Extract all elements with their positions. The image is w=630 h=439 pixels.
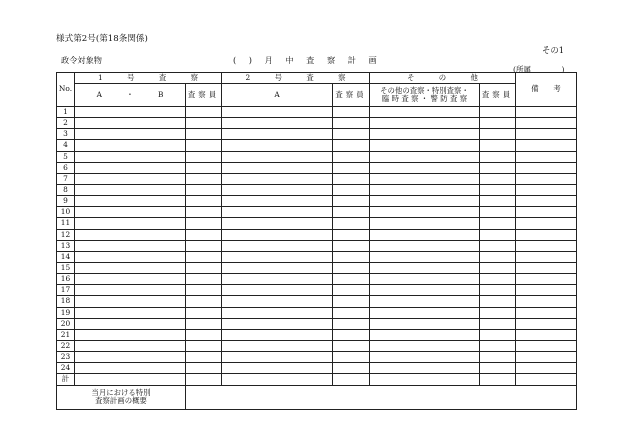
remarks-cell[interactable] [516,274,577,285]
row-number: 17 [57,285,75,296]
g2-inspector-cell[interactable] [333,240,370,251]
table-row [57,374,577,385]
g3-inspector-cell[interactable] [480,196,516,207]
g2-target-cell[interactable] [222,374,333,385]
remarks-cell[interactable] [516,162,577,173]
g3-inspector-cell[interactable] [480,218,516,229]
table-row [57,151,577,162]
row-number: 8 [57,184,75,195]
g3-target-cell[interactable] [370,218,480,229]
g1-inspector-cell[interactable] [186,140,222,151]
table-row [57,285,577,296]
g2-inspector-cell[interactable] [333,118,370,129]
table-row [57,262,577,273]
g1-target-cell[interactable] [75,251,186,262]
g3-target-cell[interactable] [370,307,480,318]
g2-inspector-cell[interactable] [333,207,370,218]
affiliation-field: (所属 ) [513,65,565,74]
g1-target-cell[interactable] [75,162,186,173]
remarks-cell[interactable] [516,340,577,351]
g1-inspector-cell[interactable] [186,218,222,229]
table-row [57,329,577,340]
g2-target-cell[interactable] [222,307,333,318]
g2-target-cell[interactable] [222,274,333,285]
g2-target-cell[interactable] [222,140,333,151]
g2-inspector-cell[interactable] [333,162,370,173]
g1-target-cell[interactable] [75,262,186,273]
g3-target-cell[interactable] [370,196,480,207]
row-number: 9 [57,196,75,207]
remarks-cell[interactable] [516,374,577,385]
g2-target-cell[interactable] [222,285,333,296]
g3-inspector-cell[interactable] [480,240,516,251]
g1-target-cell[interactable] [75,151,186,162]
remarks-cell[interactable] [516,285,577,296]
g2-inspector-cell[interactable] [333,184,370,195]
remarks-cell[interactable] [516,307,577,318]
header-group-2: 2 号 査 察 [222,73,370,84]
table-row [57,196,577,207]
remarks-cell[interactable] [516,251,577,262]
g3-inspector-cell[interactable] [480,374,516,385]
table-row [57,107,577,118]
g3-inspector-cell[interactable] [480,162,516,173]
g2-inspector-cell[interactable] [333,329,370,340]
g3-inspector-cell[interactable] [480,262,516,273]
g2-inspector-cell[interactable] [333,251,370,262]
table-row [57,307,577,318]
g2-inspector-cell[interactable] [333,352,370,363]
g1-inspector-cell[interactable] [186,262,222,273]
row-number: 16 [57,274,75,285]
row-number: 6 [57,162,75,173]
g3-inspector-cell[interactable] [480,173,516,184]
g2-inspector-cell[interactable] [333,196,370,207]
table-row [57,296,577,307]
g3-target-cell[interactable] [370,340,480,351]
g1-inspector-cell[interactable] [186,184,222,195]
g3-inspector-cell[interactable] [480,318,516,329]
g1-inspector-cell[interactable] [186,329,222,340]
header-remarks: 備 考 [516,73,577,107]
row-number: 3 [57,129,75,140]
g1-inspector-cell[interactable] [186,162,222,173]
subject-label: 政令対象物 [61,55,102,65]
header-group-3: そ の 他 [370,73,516,84]
g2-target-cell[interactable] [222,207,333,218]
g2-target-cell[interactable] [222,352,333,363]
header-g1-inspector: 査察員 [186,84,222,107]
g2-target-cell[interactable] [222,107,333,118]
row-number: 18 [57,296,75,307]
g1-inspector-cell[interactable] [186,107,222,118]
g1-target-cell[interactable] [75,107,186,118]
remarks-cell[interactable] [516,229,577,240]
g2-target-cell[interactable] [222,129,333,140]
g2-inspector-cell[interactable] [333,285,370,296]
row-number: 13 [57,240,75,251]
table-row [57,184,577,195]
g2-inspector-cell[interactable] [333,374,370,385]
g3-target-cell[interactable] [370,184,480,195]
g3-inspector-cell[interactable] [480,229,516,240]
g2-inspector-cell[interactable] [333,173,370,184]
remarks-cell[interactable] [516,262,577,273]
remarks-cell[interactable] [516,207,577,218]
remarks-cell[interactable] [516,296,577,307]
row-number: 19 [57,307,75,318]
plan-title: ( ) 月 中 査 察 計 画 [233,55,377,65]
g1-inspector-cell[interactable] [186,285,222,296]
g3-target-cell[interactable] [370,363,480,374]
g2-target-cell[interactable] [222,251,333,262]
g1-target-cell[interactable] [75,285,186,296]
g2-target-cell[interactable] [222,173,333,184]
g2-target-cell[interactable] [222,240,333,251]
g3-target-cell[interactable] [370,274,480,285]
g2-inspector-cell[interactable] [333,218,370,229]
g1-target-cell[interactable] [75,318,186,329]
g3-inspector-cell[interactable] [480,329,516,340]
g3-target-cell[interactable] [370,151,480,162]
header-g2-target: A [222,84,333,107]
remarks-cell[interactable] [516,173,577,184]
table-row [57,240,577,251]
row-number: 計 [57,374,75,385]
g2-target-cell[interactable] [222,329,333,340]
remarks-cell[interactable] [516,363,577,374]
header-g3-target-line1: その他の査察・特別査察・ [380,85,469,95]
remarks-cell[interactable] [516,151,577,162]
g3-target-cell[interactable] [370,207,480,218]
header-g1-target: A ・ B [75,84,186,107]
g3-target-cell[interactable] [370,129,480,140]
g3-inspector-cell[interactable] [480,118,516,129]
header-g3-target-line2: 臨 時 査 察 ・ 警 防 査 察 [381,94,468,103]
g2-inspector-cell[interactable] [333,296,370,307]
summary-line1: 当月における特別 [91,387,151,397]
g1-inspector-cell[interactable] [186,340,222,351]
g1-inspector-cell[interactable] [186,274,222,285]
g2-inspector-cell[interactable] [333,107,370,118]
g1-target-cell[interactable] [75,363,186,374]
g1-target-cell[interactable] [75,118,186,129]
g3-inspector-cell[interactable] [480,184,516,195]
row-number: 22 [57,340,75,351]
g1-inspector-cell[interactable] [186,296,222,307]
row-number: 5 [57,151,75,162]
g3-target-cell[interactable] [370,318,480,329]
g1-inspector-cell[interactable] [186,352,222,363]
g1-inspector-cell[interactable] [186,118,222,129]
g1-inspector-cell[interactable] [186,173,222,184]
remarks-cell[interactable] [516,352,577,363]
g3-inspector-cell[interactable] [480,363,516,374]
g3-target-cell[interactable] [370,262,480,273]
row-number: 10 [57,207,75,218]
g3-target-cell[interactable] [370,173,480,184]
g2-inspector-cell[interactable] [333,129,370,140]
row-number: 4 [57,140,75,151]
summary-line2: 査察計画の概要 [95,396,147,406]
g1-inspector-cell[interactable] [186,151,222,162]
row-number: 24 [57,363,75,374]
row-number: 23 [57,352,75,363]
g2-inspector-cell[interactable] [333,229,370,240]
g1-target-cell[interactable] [75,196,186,207]
remarks-cell[interactable] [516,329,577,340]
table-row [57,318,577,329]
g1-inspector-cell[interactable] [186,229,222,240]
g3-target-cell[interactable] [370,107,480,118]
inspection-plan-table [56,72,577,410]
g2-target-cell[interactable] [222,118,333,129]
g2-inspector-cell[interactable] [333,262,370,273]
g3-inspector-cell[interactable] [480,340,516,351]
row-number: 14 [57,251,75,262]
g3-inspector-cell[interactable] [480,307,516,318]
g2-inspector-cell[interactable] [333,151,370,162]
g3-target-cell[interactable] [370,251,480,262]
g2-target-cell[interactable] [222,262,333,273]
row-number: 11 [57,218,75,229]
row-number: 15 [57,262,75,273]
g1-target-cell[interactable] [75,329,186,340]
g3-inspector-cell[interactable] [480,274,516,285]
table-row [57,140,577,151]
table-row [57,340,577,351]
sheet-number: その1 [542,45,565,55]
header-g2-inspector: 査察員 [333,84,370,107]
g1-inspector-cell[interactable] [186,207,222,218]
g3-target-cell[interactable] [370,240,480,251]
g3-target-cell[interactable] [370,352,480,363]
g1-target-cell[interactable] [75,340,186,351]
g1-target-cell[interactable] [75,296,186,307]
g3-target-cell[interactable] [370,329,480,340]
remarks-cell[interactable] [516,196,577,207]
row-number: 21 [57,329,75,340]
table-row [57,162,577,173]
header-g3-target [370,84,480,107]
header-no: No. [57,73,75,107]
g2-target-cell[interactable] [222,318,333,329]
g1-target-cell[interactable] [75,374,186,385]
g3-inspector-cell[interactable] [480,207,516,218]
row-number: 12 [57,229,75,240]
g3-inspector-cell[interactable] [480,129,516,140]
g2-target-cell[interactable] [222,151,333,162]
remarks-cell[interactable] [516,318,577,329]
table-row [57,363,577,374]
form-title: 様式第2号(第18条関係) [56,34,148,44]
g1-target-cell[interactable] [75,173,186,184]
g1-target-cell[interactable] [75,140,186,151]
row-number: 2 [57,118,75,129]
g2-inspector-cell[interactable] [333,307,370,318]
remarks-cell[interactable] [516,129,577,140]
table-row [57,274,577,285]
g2-target-cell[interactable] [222,340,333,351]
g3-target-cell[interactable] [370,229,480,240]
g1-target-cell[interactable] [75,207,186,218]
g2-inspector-cell[interactable] [333,140,370,151]
table-row [57,129,577,140]
summary-field[interactable] [186,385,577,409]
row-number: 7 [57,173,75,184]
table-row [57,229,577,240]
g1-target-cell[interactable] [75,129,186,140]
remarks-cell[interactable] [516,218,577,229]
g2-target-cell[interactable] [222,162,333,173]
table-row [57,218,577,229]
g3-target-cell[interactable] [370,140,480,151]
table-row [57,207,577,218]
g3-inspector-cell[interactable] [480,251,516,262]
row-number: 1 [57,107,75,118]
g2-target-cell[interactable] [222,296,333,307]
g2-inspector-cell[interactable] [333,363,370,374]
g1-target-cell[interactable] [75,274,186,285]
g3-inspector-cell[interactable] [480,140,516,151]
g3-inspector-cell[interactable] [480,107,516,118]
g2-target-cell[interactable] [222,363,333,374]
g1-target-cell[interactable] [75,229,186,240]
remarks-cell[interactable] [516,240,577,251]
g1-inspector-cell[interactable] [186,318,222,329]
g1-target-cell[interactable] [75,218,186,229]
g1-target-cell[interactable] [75,184,186,195]
g1-inspector-cell[interactable] [186,363,222,374]
summary-label [57,385,186,409]
g2-inspector-cell[interactable] [333,318,370,329]
g1-inspector-cell[interactable] [186,374,222,385]
g2-target-cell[interactable] [222,229,333,240]
g1-inspector-cell[interactable] [186,196,222,207]
g2-target-cell[interactable] [222,196,333,207]
g3-inspector-cell[interactable] [480,352,516,363]
g1-target-cell[interactable] [75,352,186,363]
g3-target-cell[interactable] [370,162,480,173]
g3-inspector-cell[interactable] [480,285,516,296]
row-number: 20 [57,318,75,329]
g1-target-cell[interactable] [75,307,186,318]
g2-inspector-cell[interactable] [333,274,370,285]
g1-inspector-cell[interactable] [186,307,222,318]
g1-inspector-cell[interactable] [186,240,222,251]
header-g3-inspector: 査察員 [480,84,516,107]
table-row [57,118,577,129]
g3-target-cell[interactable] [370,285,480,296]
g3-target-cell[interactable] [370,118,480,129]
table-row [57,251,577,262]
remarks-cell[interactable] [516,140,577,151]
g2-inspector-cell[interactable] [333,340,370,351]
g2-target-cell[interactable] [222,184,333,195]
g1-inspector-cell[interactable] [186,129,222,140]
g2-target-cell[interactable] [222,218,333,229]
g1-target-cell[interactable] [75,240,186,251]
table-row [57,352,577,363]
g3-target-cell[interactable] [370,296,480,307]
remarks-cell[interactable] [516,107,577,118]
g1-inspector-cell[interactable] [186,251,222,262]
g3-inspector-cell[interactable] [480,296,516,307]
header-group-1: 1 号 査 察 [75,73,222,84]
remarks-cell[interactable] [516,184,577,195]
table-row [57,173,577,184]
g3-inspector-cell[interactable] [480,151,516,162]
g3-target-cell[interactable] [370,374,480,385]
remarks-cell[interactable] [516,118,577,129]
